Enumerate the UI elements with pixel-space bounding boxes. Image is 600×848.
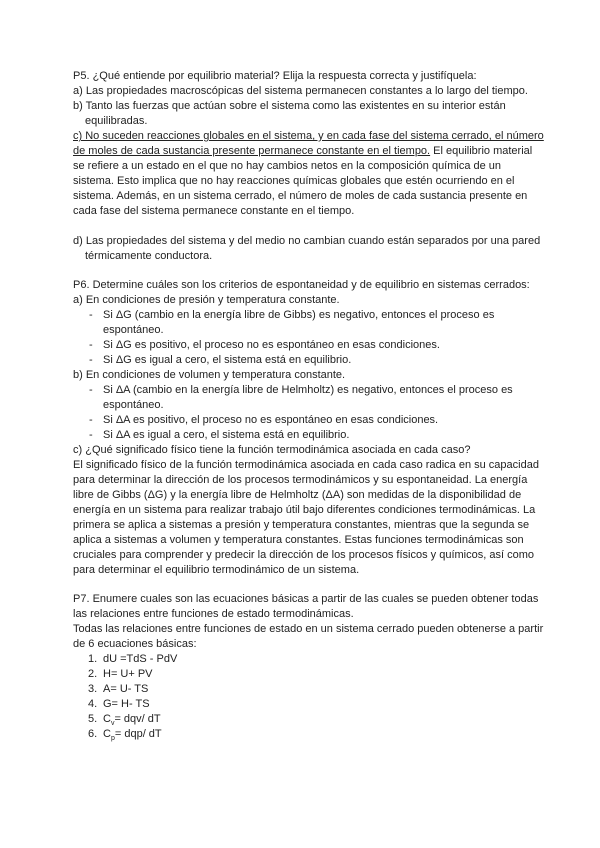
equation-subscript: p (110, 735, 115, 743)
p5-option-c-selected: c) No suceden reacciones globales en el sistema, y en cada fase del sistema cerrado, el número de moles de cada sustancia presente permanece constante en el tiempo. (73, 130, 544, 157)
question-p5 (73, 69, 545, 264)
p7-equation (73, 712, 545, 727)
equation-number: 1. (88, 653, 98, 665)
p5-question: P5. ¿Qué entiende por equilibrio material? Elija la respuesta correcta y justifíquela: (73, 70, 477, 82)
p6-b-title: b) En condiciones de volumen y temperatura constante. (73, 369, 346, 381)
p5-option-c-justification: El equilibrio material se refiere a un estado en el que no hay cambios netos en la composición química de un sistema. Esto implica que no hay reacciones químicas globales que estén ocurriendo en el sistema. Además, en un sistema cerrado, el número de moles de cada sustancia presente en cada fase del sistema permanece constante en el tiempo. (73, 145, 533, 217)
p7-equation (73, 652, 545, 667)
p6-b-item: - Si ΔA (cambio en la energía libre de Helmholtz) es negativo, entonces el proceso es espontáneo. (73, 383, 545, 413)
equation-number: 2. (88, 668, 98, 680)
equation-number: 6. (88, 728, 98, 740)
p5-option-a: a) Las propiedades macroscópicas del sistema permanecen constantes a lo largo del tiempo. (73, 85, 528, 97)
p5-option-d: d) Las propiedades del sistema y del medio no cambian cuando están separados por una pared térmicamente conductora. (73, 235, 541, 262)
equation-number: 4. (88, 698, 98, 710)
question-p6 (73, 278, 545, 578)
p5-option-b: b) Tanto las fuerzas que actúan sobre el sistema como las existentes en su interior están equilibradas. (73, 100, 506, 127)
equation-number: 3. (88, 683, 98, 695)
p6-a-item: - Si ΔG es positivo, el proceso no es espontáneo en esas condiciones. (73, 338, 545, 353)
p7-equation (73, 727, 545, 742)
equation-text: A= U- TS (103, 683, 149, 695)
equation-subscript: v (110, 720, 115, 728)
equation-number: 5. (88, 713, 98, 725)
p7-equation (73, 682, 545, 697)
p7-question: P7. Enumere cuales son las ecuaciones básicas a partir de las cuales se pueden obtener todas las relaciones entre funciones de estado termodinámicas. (73, 593, 539, 620)
p5-option-c (73, 129, 545, 219)
p6-a-item: - Si ΔG es igual a cero, el sistema está en equilibrio. (73, 353, 545, 368)
p6-b-item: - Si ΔA es positivo, el proceso no es espontáneo en esas condiciones. (73, 413, 545, 428)
p6-c-answer: El significado físico de la función termodinámica asociada en cada caso radica en su capacidad para determinar la dirección de los procesos termodinámicos y su espontaneidad. La energía libre de Gibbs (ΔG) y la energía libre de Helmholtz (ΔA) son medidas de la disponibilidad de energía en un sistema para realizar trabajo útil bajo diferentes condiciones termodinámicas. La primera se aplica a sistemas a presión y temperatura constantes, mientras que la segunda se aplica a sistemas a volumen y temperatura constantes. Estas funciones termodinámicas son cruciales para comprender y predecir la dirección de los procesos físicos y químicos, así como para determinar el equilibrio termodinámico de un sistema. (73, 459, 539, 576)
equation-text: dU =TdS - PdV (103, 653, 178, 665)
p7-answer: Todas las relaciones entre funciones de estado en un sistema cerrado pueden obtenerse a partir de 6 ecuaciones básicas: (73, 623, 544, 650)
equation-text: G= H- TS (103, 698, 150, 710)
p6-c-title: c) ¿Qué significado físico tiene la función termodinámica asociada en cada caso? (73, 444, 471, 456)
p6-question: P6. Determine cuáles son los criterios de espontaneidad y de equilibrio en sistemas cerrados: (73, 279, 530, 291)
p6-a-title: a) En condiciones de presión y temperatura constante. (73, 294, 340, 306)
p7-equation (73, 697, 545, 712)
p6-a-item: - Si ΔG (cambio en la energía libre de Gibbs) es negativo, entonces el proceso es espontáneo. (73, 308, 545, 338)
equation-symbol: C (103, 713, 111, 725)
p6-b-item: - Si ΔA es igual a cero, el sistema está en equilibrio. (73, 428, 545, 443)
equation-text: = dqp/ dT (114, 728, 162, 740)
equation-text: H= U+ PV (103, 668, 153, 680)
equation-text: = dqv/ dT (114, 713, 161, 725)
question-p7 (73, 592, 545, 742)
equation-symbol: C (103, 728, 111, 740)
p7-equation (73, 667, 545, 682)
